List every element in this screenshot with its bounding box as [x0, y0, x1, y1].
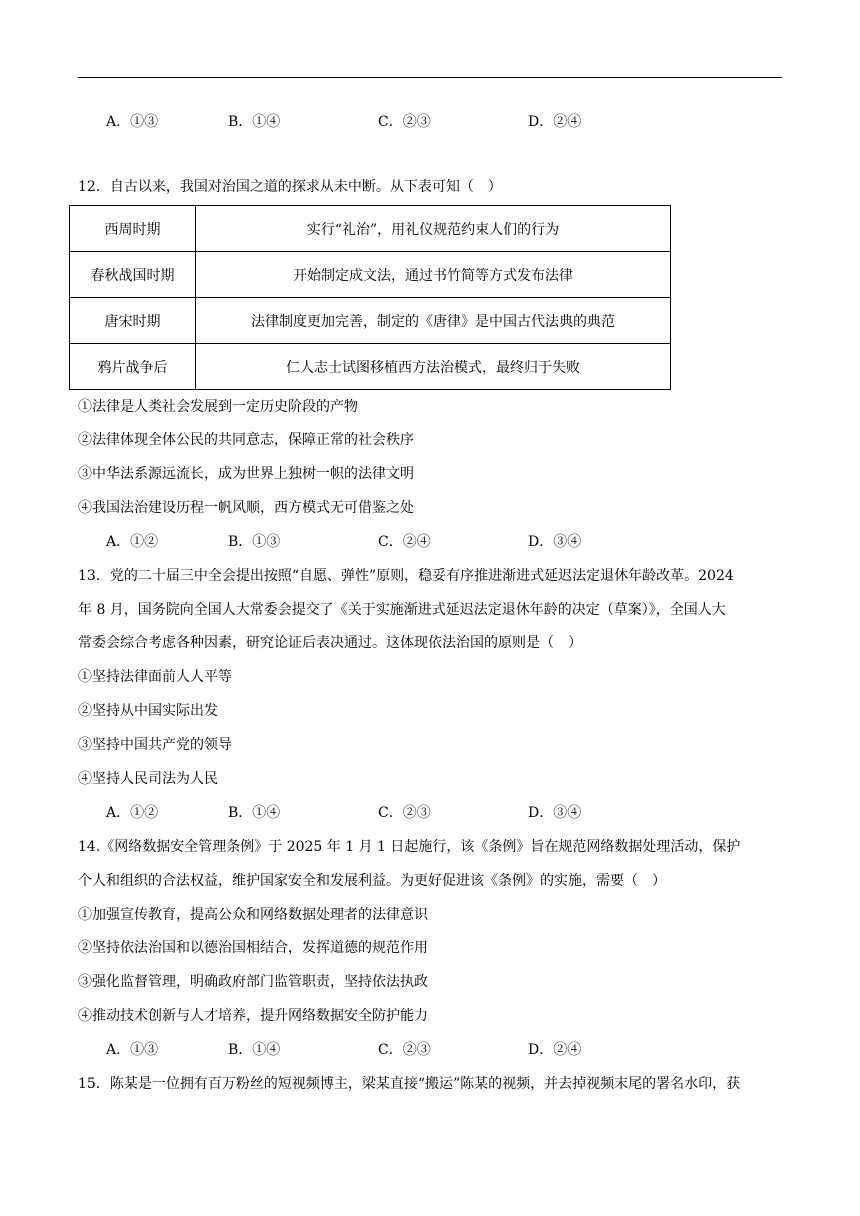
option-a: A．①②	[106, 534, 159, 550]
option-c: C．②③	[378, 114, 431, 130]
history-table	[69, 205, 671, 390]
q13-item-1: ①坚持法律面前人人平等	[78, 669, 232, 685]
option-c: C．②③	[378, 805, 431, 821]
desc-cell: 实行“礼治”，用礼仪规范约束人们的行为	[196, 206, 671, 252]
option-c: C．②④	[378, 534, 431, 550]
q13-options	[106, 803, 666, 823]
desc-cell: 开始制定成文法，通过书竹简等方式发布法律	[196, 252, 671, 298]
q12-options	[106, 532, 666, 552]
header-rule	[78, 77, 782, 78]
q14-item-1: ①加强宣传教育，提高公众和网络数据处理者的法律意识	[78, 907, 428, 923]
q12-item-1: ①法律是人类社会发展到一定历史阶段的产物	[78, 399, 358, 415]
era-cell: 西周时期	[70, 206, 196, 252]
era-cell: 唐宋时期	[70, 298, 196, 344]
era-cell: 鸦片战争后	[70, 344, 196, 390]
table-row	[70, 344, 671, 390]
q12-item-3: ③中华法系源远流长，成为世界上独树一帜的法律文明	[78, 466, 414, 482]
table-row	[70, 298, 671, 344]
era-cell: 春秋战国时期	[70, 252, 196, 298]
option-b: B．①④	[228, 805, 281, 821]
option-d: D．③④	[528, 534, 582, 550]
q12-item-2: ②法律体现全体公民的共同意志，保障正常的社会秩序	[78, 432, 414, 448]
option-c: C．②③	[378, 1042, 431, 1058]
q11-options	[106, 112, 666, 132]
table-row	[70, 252, 671, 298]
q12-stem: 12．自古以来，我国对治国之道的探求从未中断。从下表可知（ ）	[78, 179, 502, 195]
option-d: D．③④	[528, 805, 582, 821]
q14-item-3: ③强化监督管理，明确政府部门监管职责，坚持依法执政	[78, 974, 428, 990]
option-a: A．①③	[106, 1042, 159, 1058]
q12-item-4: ④我国法治建设历程一帆风顺，西方模式无可借鉴之处	[78, 500, 414, 516]
q13-item-4: ④坚持人民司法为人民	[78, 771, 218, 787]
q13-stem-line-1: 13．党的二十届三中全会提出按照“自愿、弹性”原则，稳妥有序推进渐进式延迟法定退休年龄改革。2024	[78, 568, 734, 584]
q13-item-3: ③坚持中国共产党的领导	[78, 737, 232, 753]
q14-options	[106, 1040, 666, 1060]
option-d: D．②④	[528, 1042, 582, 1058]
q13-stem-line-2: 年 8 月，国务院向全国人大常委会提交了《关于实施渐进式延迟法定退休年龄的决定（草案）》，全国人大	[78, 602, 726, 618]
q14-stem-line-2: 个人和组织的合法权益，维护国家安全和发展利益。为更好促进该《条例》的实施，需要（ ）	[78, 873, 666, 889]
option-b: B．①④	[228, 1042, 281, 1058]
option-a: A．①③	[106, 114, 159, 130]
option-b: B．①③	[228, 534, 281, 550]
q14-stem-line-1: 14.《网络数据安全管理条例》于 2025 年 1 月 1 日起施行，该《条例》旨在规范网络数据处理活动，保护	[78, 839, 741, 855]
q15-stem-line-1: 15．陈某是一位拥有百万粉丝的短视频博主，梁某直接“搬运”陈某的视频，并去掉视频末尾的署名水印，获	[78, 1076, 741, 1092]
desc-cell: 法律制度更加完善，制定的《唐律》是中国古代法典的典范	[196, 298, 671, 344]
q13-stem-line-3: 常委会综合考虑各种因素，研究论证后表决通过。这体现依法治国的原则是（ ）	[78, 635, 582, 651]
option-a: A．①②	[106, 805, 159, 821]
option-d: D．②④	[528, 114, 582, 130]
q13-item-2: ②坚持从中国实际出发	[78, 703, 218, 719]
q14-item-2: ②坚持依法治国和以德治国相结合，发挥道德的规范作用	[78, 940, 428, 956]
q14-item-4: ④推动技术创新与人才培养，提升网络数据安全防护能力	[78, 1008, 428, 1024]
option-b: B．①④	[228, 114, 281, 130]
desc-cell: 仁人志士试图移植西方法治模式，最终归于失败	[196, 344, 671, 390]
table-row	[70, 206, 671, 252]
